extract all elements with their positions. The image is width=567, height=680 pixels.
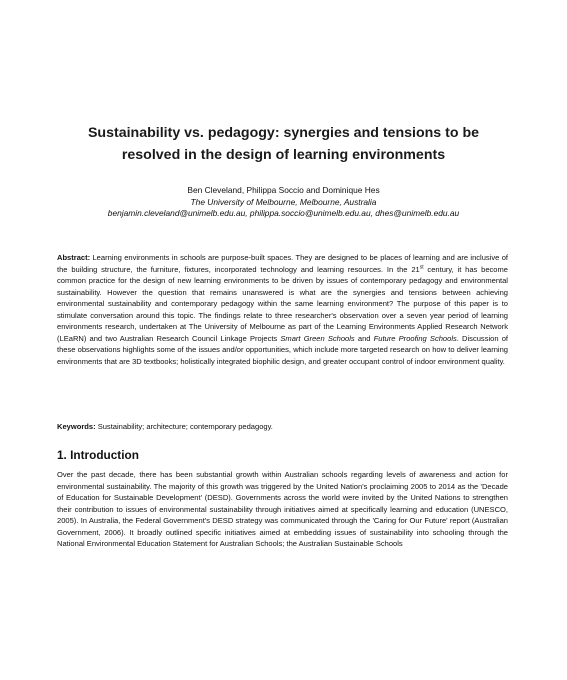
- author-emails: benjamin.cleveland@unimelb.edu.au, philippa.soccio@unimelb.edu.au, dhes@unimelb.edu.au: [107, 208, 460, 218]
- paper-title: [60, 122, 507, 166]
- abstract-text-part-2: century, it has become common practice for the design of new learning environments to be driven by issues of contemporary pedagogy and environmental sustainability. However the question that remains unanswered is what are the synergies and tensions between achieving environmental sustainability and contemporary pedagogy within the same learning environment? The purpose of this paper is to stimulate conversation around this topic. The findings relate to three researcher's observation over a seven year period of learning environments research, undertaken at The University of Melbourne as part of the Learning Environments Applied Research Network (LEaRN) and two Australian Research Council Linkage Projects: [57, 264, 508, 343]
- introduction-paragraph: Over the past decade, there has been substantial growth within Australian schools regarding levels of awareness and action for environmental sustainability. The majority of this growth was triggered by the United Nation's proclaiming 2005 to 2014 as the 'Decade of Education for Sustainable Development' (DESD). Governments across the world were invited by the United Nations to strengthen their contribution to issues of environmental sustainability through initiatives aimed at specifically learning and education (UNESCO, 2005). In Australia, the Federal Government's DESD strategy was communicated through the 'Caring for Our Future' report (Australian Government, 2006). It broadly outlined specific initiatives aimed at embedding issues of sustainability into schooling through the National Environmental Education Statement for Australian Schools; the Australian Sustainable Schools: [57, 470, 508, 549]
- keywords-text: Sustainability; architecture; contemporary pedagogy.: [95, 422, 273, 431]
- abstract-text-part-4: . Discussion of these observations highlights some of the issues and/or opportunities, which include more targeted research on how to deliver learning environments that are 3D textbooks; holistically integrated biophilic design, and greater occupant control of indoor environment quality.: [57, 333, 509, 366]
- author-affiliation: The University of Melbourne, Melbourne, Australia: [190, 196, 377, 207]
- abstract-text-part-1: Learning environments in schools are purpose-built spaces. They are designed to be places of learning and are inclusive of the building structure, the furniture, fixtures, incorporated technology and learning resources. In the 21: [57, 253, 508, 274]
- abstract-superscript: st: [419, 264, 424, 271]
- abstract-project-name-2: Future Proofing Schools: [373, 333, 457, 343]
- author-names: Ben Cleveland, Philippa Soccio and Dominique Hes: [187, 185, 380, 195]
- abstract-project-name-1: Smart Green Schools: [280, 333, 355, 343]
- section-heading-introduction: 1. Introduction: [57, 448, 139, 462]
- author-block: [40, 185, 527, 220]
- keywords-label: Keywords:: [57, 422, 96, 431]
- abstract-text-part-3: and: [354, 333, 374, 343]
- keywords: [57, 421, 508, 433]
- abstract-label: Abstract:: [57, 253, 91, 262]
- abstract: [57, 252, 508, 367]
- title-line-1: Sustainability vs. pedagogy: synergies and tensions to be: [87, 125, 480, 141]
- title-line-2: resolved in the design of learning environments: [121, 147, 446, 163]
